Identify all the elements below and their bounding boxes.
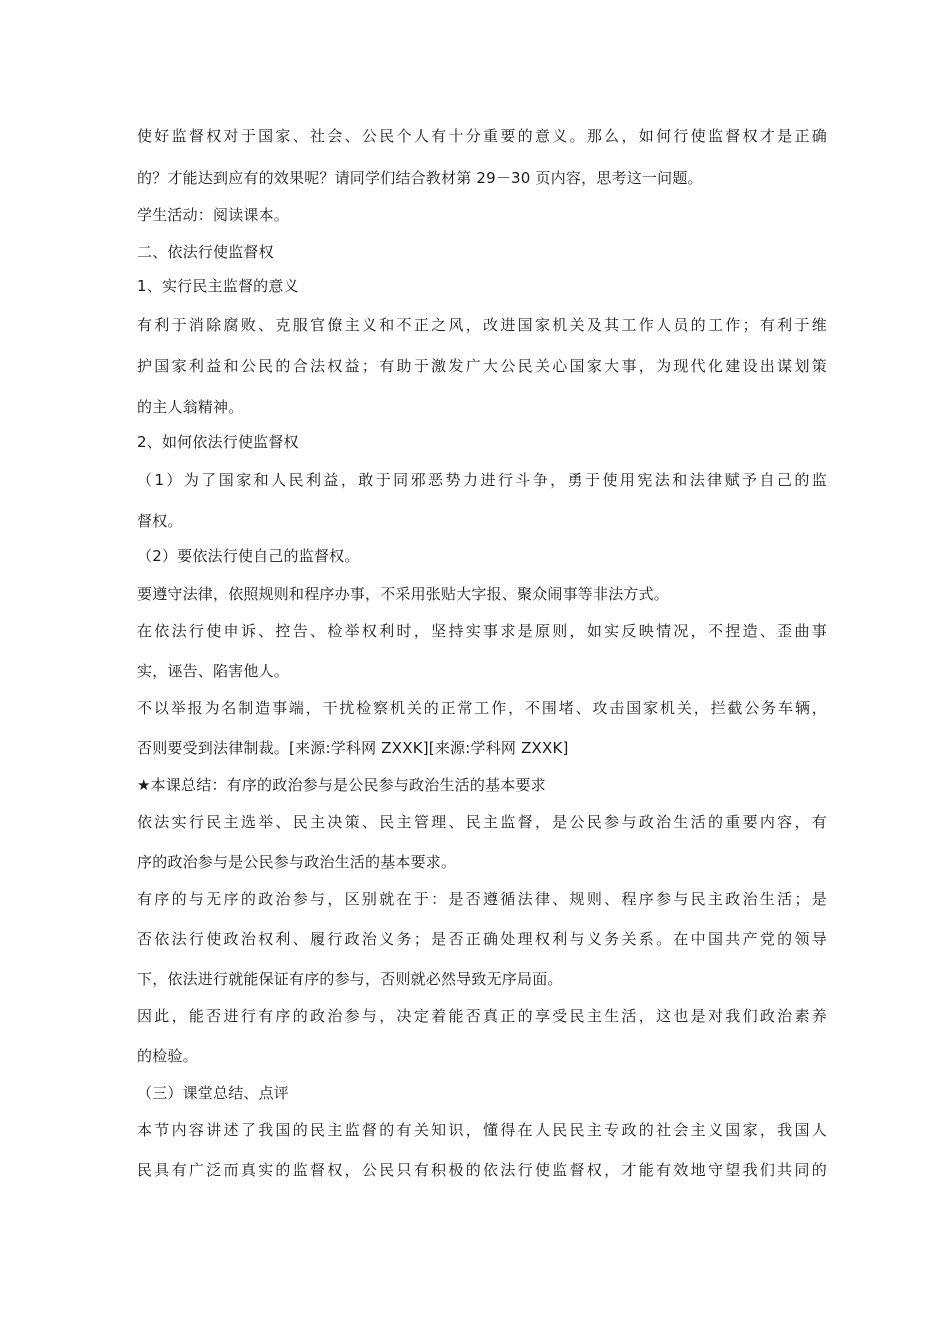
text-line: 使好监督权对于国家、社会、公民个人有十分重要的意义。那么，如何行使监督权才是正确	[137, 127, 827, 145]
text-line: 本节内容讲述了我国的民主监督的有关知识，懂得在人民民主专政的社会主义国家，我国人	[137, 1121, 827, 1139]
subsection-heading: 1、实行民主监督的意义	[137, 277, 299, 295]
text-line: 不以举报为名制造事端，干扰检察机关的正常工作，不围堵、攻击国家机关，拦截公务车辆，	[137, 699, 827, 717]
text-line: 否则要受到法律制裁。[来源:学科网 ZXXK][来源:学科网 ZXXK]	[137, 739, 569, 757]
text-line: 有序的与无序的政治参与，区别就在于：是否遵循法律、规则、程序参与民主政治生活；是	[137, 890, 827, 908]
text-line: 督权。	[137, 512, 183, 530]
text-line: 序的政治参与是公民参与政治生活的基本要求。	[137, 853, 457, 871]
text-line: 的主人翁精神。	[137, 398, 244, 416]
text-line: （1）为了国家和人民利益，敢于同邪恶势力进行斗争，勇于使用宪法和法律赋予自己的监	[137, 471, 827, 489]
text-line: （2）要依法行使自己的监督权。	[137, 547, 360, 565]
text-line: 的检验。	[137, 1047, 198, 1065]
text-line: 因此，能否进行有序的政治参与，决定着能否真正的享受民主生活，这也是对我们政治素养	[137, 1007, 827, 1025]
section-heading: （三）课堂总结、点评	[137, 1084, 290, 1102]
text-line: 学生活动：阅读课本。	[137, 206, 290, 224]
summary-heading: ★本课总结：有序的政治参与是公民参与政治生活的基本要求	[137, 776, 546, 794]
text-line: 依法实行民主选举、民主决策、民主管理、民主监督，是公民参与政治生活的重要内容，有	[137, 813, 827, 831]
text-line: 护国家利益和公民的合法权益；有助于激发广大公民关心国家大事，为现代化建设出谋划策	[137, 357, 827, 375]
subsection-heading: 2、如何依法行使监督权	[137, 433, 299, 451]
text-line: 的？才能达到应有的效果呢？请同学们结合教材第 29－30 页内容，思考这一问题。	[137, 169, 703, 187]
text-line: 民具有广泛而真实的监督权，公民只有积极的依法行使监督权，才能有效地守望我们共同的	[137, 1161, 827, 1179]
section-heading: 二、依法行使监督权	[137, 243, 274, 261]
text-line: 有利于消除腐败、克服官僚主义和不正之风，改进国家机关及其工作人员的工作；有利于维	[137, 316, 827, 334]
text-line: 下，依法进行就能保证有序的参与，否则就必然导致无序局面。	[137, 970, 563, 988]
text-line: 在依法行使申诉、控告、检举权利时，坚持实事求是原则，如实反映情况，不捏造、歪曲事	[137, 622, 827, 640]
text-line: 要遵守法律，依照规则和程序办事，不采用张贴大字报、聚众闹事等非法方式。	[137, 585, 670, 603]
text-line: 否依法行使政治权利、履行政治义务；是否正确处理权利与义务关系。在中国共产党的领导	[137, 930, 827, 948]
text-line: 实，诬告、陷害他人。	[137, 662, 290, 680]
